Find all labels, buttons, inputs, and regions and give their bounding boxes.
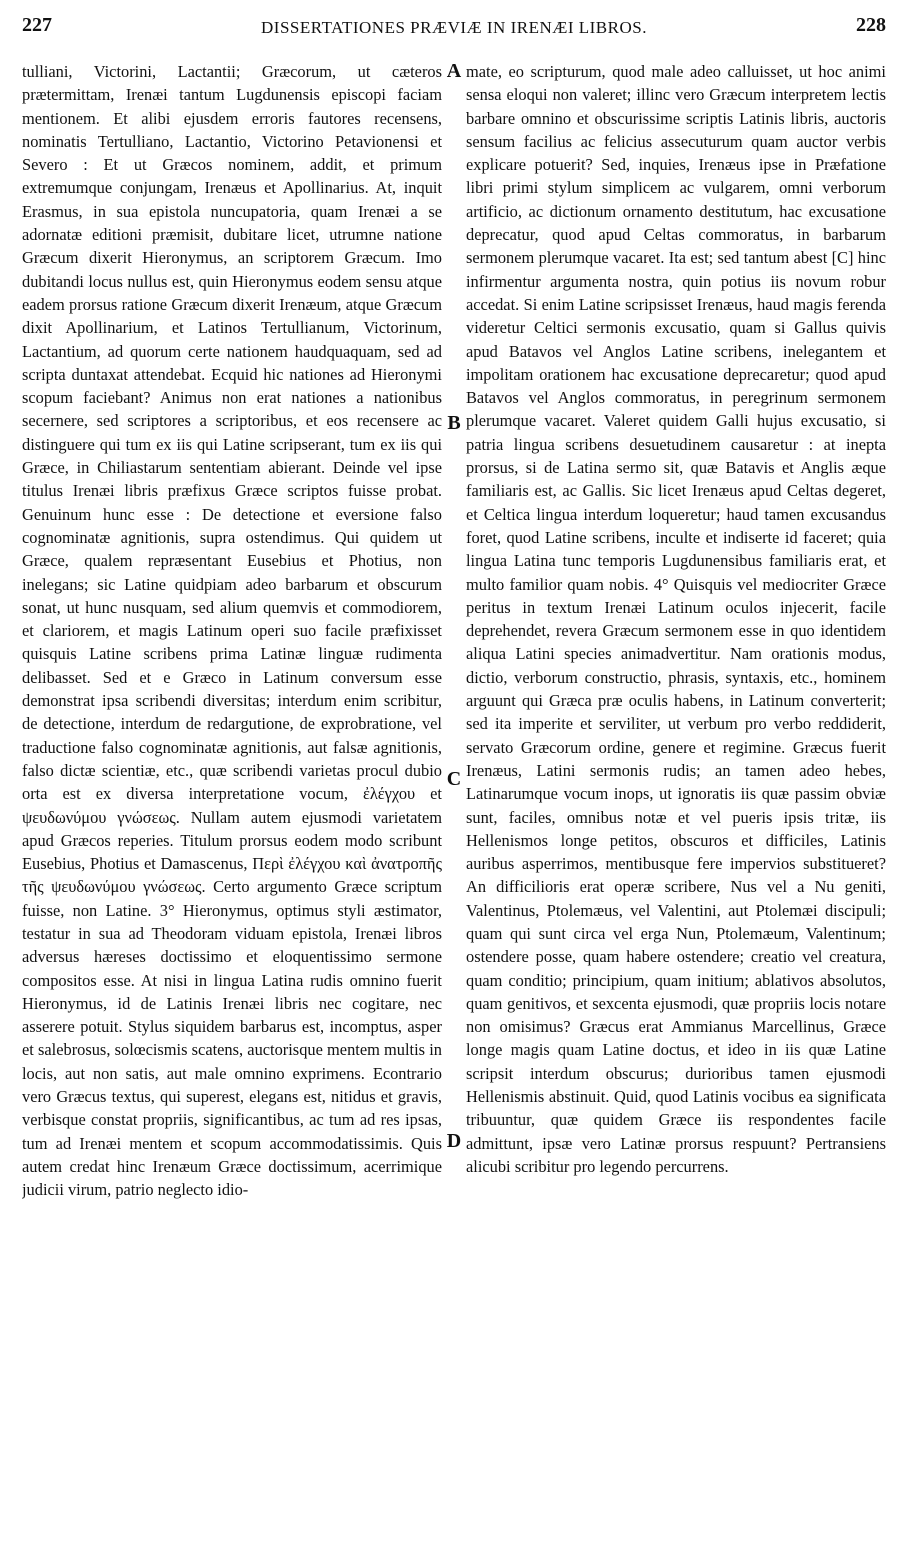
right-column-text: mate, eo scripturum, quod male adeo calluisset, ut hoc animi sensa eloqui non valeret; illinc vero Græcum interpretem lectis barbare omnino et obscurissime scriptis Latinis libris, auctoris sensum facilius ac felicius assecuturum quam auctor verbis explicare potuerit? Sed, inquies, Irenæus ipse in Præfatione libri primi stylum simplicem ac vulgarem, omni verborum artificio, ac dictionum ornamento destitutum, hac excusatione deprecatur, quod apud Celtas commoratus, in barbarum sermonem plerumque vacaret. Ita est; sed tantum abest [C] hinc infirmentur argumenta nostra, quin potius iis novum robur accedat. Si enim Latine scripsisset Irenæus, haud magis ferenda videretur Celtici sermonis excusatio, quam si Gallus quivis apud Batavos vel Anglos Latine scribens, inelegantem et impolitam orationem hac excusatione deprecaretur; quod apud Batavos vel Anglos commoratus, in peregrinum sermonem plerumque vacaret. Valeret quidem Galli hujus excusatio, si patria lingua scribens desuetudinem causaretur : at inepta prorsus, si de Latina sermo sit, quæ Batavis et Anglis æque familiaris est, ac Gallis. Sic licet Irenæus apud Celtas degeret, et Celtica lingua interdum loqueretur; haud tamen excusandus foret, quod Latine scribens, inculte et indiserte id faceret; quia lingua Latina tunc temporis Lugdunensibus familiaris erat, et multo familior quam nobis. 4° Quisquis vel mediocriter Græce peritus in textum Irenæi Latinum oculos injecerit, facile deprehendet, revera Græcum sermonem esse in quo identidem aliqua Latini species animadvertitur. Nam orationis modus, dictio, verborum constructio, phrasis, syntaxis, etc., hominem arguunt qui Græca præ oculis habens, in Latinum converterit; sed ita imperite et serviliter, ut verbum pro verbo reddiderit, servato Græcorum ordine, genere et regimine. Græcus fuerit Irenæus, Latini sermonis rudis; an tamen adeo hebes, Latinarumque vocum inops, ut ignoratis iis quæ passim obviæ sunt, faciles, omnibus notæ et vel pueris ipsis tritæ, iis Hellenismos longe petitos, obscuros et difficiles, Latinis auribus asperrimos, mentibusque fere impervios substitueret? An difficilioris erat operæ scribere, Nus vel a Nu geniti, Valentinus, Ptolemæus, vel Valentini, aut Ptolemæi discipuli; quam qui sunt circa vel erga Nun, Ptolemæum, Valentinum; ostendere posse, quam habere ostendere; creatio vel creatura, quam conditio; principium, quam initium; ablativos absolutos, quam genitivos, et sexcenta ejusmodi, quæ propriis locis notare non omisimus? Græcus erat Ammianus Marcellinus, Græce longe magis quam Latine doctus, et ideo in iis quæ Latine scripsit interdum obscurus; durioribus tamen ejusmodi Hellenismis abstinuit. Quid, quod Latinis vocibus ea significata tribuuntur, quæ quidem Græce iis respondentes facile admittunt, ipsæ vero Latinæ prorsus respuunt? Pertransiens alicubi scribitur pro legendo percurrens. <box>466 62 886 1176</box>
running-title: DISSERTATIONES PRÆVIÆ IN IRENÆI LIBROS. <box>261 18 647 37</box>
page-number-right: 228 <box>856 14 886 36</box>
page-header <box>22 8 886 48</box>
right-column <box>466 60 886 1552</box>
left-column <box>22 60 442 1552</box>
section-marker-b: B <box>447 412 461 434</box>
page-number-left: 227 <box>22 14 52 36</box>
section-marker-c: C <box>446 768 462 790</box>
section-marker-a: A <box>446 60 462 82</box>
left-column-text: tulliani, Victorini, Lactantii; Græcorum, ut cæteros prætermittam, Irenæi tantum Lugdunensis episcopi faciam mentionem. Et alibi ejusdem erroris fautores recensens, nominatis Tertulliano, Lactantio, Victorino Petavionensi et Severo : Et ut Græcos nominem, addit, et primum extremumque conjungam, Irenæus et Apollinarius. At, inquit Erasmus, in sua epistola nuncupatoria, quam Irenæi a se adornatæ editioni præmisit, dubitare licet, utrumne natione Græcum dixerit Hieronymus, an scriptorem Græcum. Imo dubitandi locus nullus est, quin Hieronymus eodem sensu atque eadem prorsus ratione Græcum dixerit Irenæum, atque Græcum dixit Apollinarium, et Latinos Tertullianum, Victorinum, Lactantium, ad quorum certe nationem haudquaquam, sed ad scripta duntaxat attendebat. Ecquid hic nationes ad Hieronymi scopum faciebant? Animus non erat nationes a nationibus secernere, sed scriptores a scriptoribus, et eos recensere ac distinguere qui tum ex iis qui Latine scripserant, tum ex iis qui Græce, in Chiliastarum sententiam abierant. Deinde vel ipse titulus Irenæi libris præfixus Græce scriptos fuisse probat. Genuinum hunc esse : De detectione et eversione falso cognominatæ agnitionis, supra ostendimus. Qui quidem ut Græce, qualem repræsentant Eusebius et Photius, non inelegans; sic Latine quidpiam adeo barbarum et obscurum sonat, ut hunc nusquam, sed alium quemvis et commodiorem, et clariorem, et magis Latinum operi suo facile præfixisset quisquis Latine scribens prima Latinæ linguæ rudimenta delibasset. Sed et e Græco in Latinum conversum esse demonstrat ipsa scribendi diversitas; interdum enim scribitur, de detectione, interdum de redargutione, de exprobratione, vel traductione falso cognominatæ agnitionis, aut falsæ agnitionis, falso dictæ scientiæ, etc., quæ scribendi varietas procul dubio orta est ex diversa interpretatione vocum, ἐλέγχου et ψευδωνύμου γνώσεως. Nullam autem ejusmodi varietatem apud Græcos reperies. Titulum prorsus eodem modo scribunt Eusebius, Photius et Damascenus, Περὶ ἐλέγχου καὶ ἀνατροπῆς τῆς ψευδωνύμου γνώσεως. Certo argumento Græce scriptum fuisse, non Latine. 3° Hieronymus, optimus styli æstimator, testatur in sua ad Theodoram viduam epistola, Irenæi libros adversus hæreses doctissimo et eloquentissimo sermone compositos esse. At nisi in lingua Latina rudis omnino fuerit Hieronymus, id de Latinis Irenæi libris nec cogitare, nec asserere potuit. Stylus siquidem barbarus est, incomptus, asper et salebrosus, solœcismis scatens, auctorisque mentem multis in locis, aut non satis, aut male omnino exprimens. Econtrario vero Græcus textus, qui superest, elegans est, nitidus et gravis, verbisque constat propriis, significantibus, ac tum ad res ipsas, tum ad Irenæi mentem et scopum accommodatissimis. Quis autem credat hinc Irenæum Græce doctissimum, acerrimique judicii virum, patrio neglecto idio- <box>22 62 442 1200</box>
section-marker-d: D <box>446 1130 462 1152</box>
